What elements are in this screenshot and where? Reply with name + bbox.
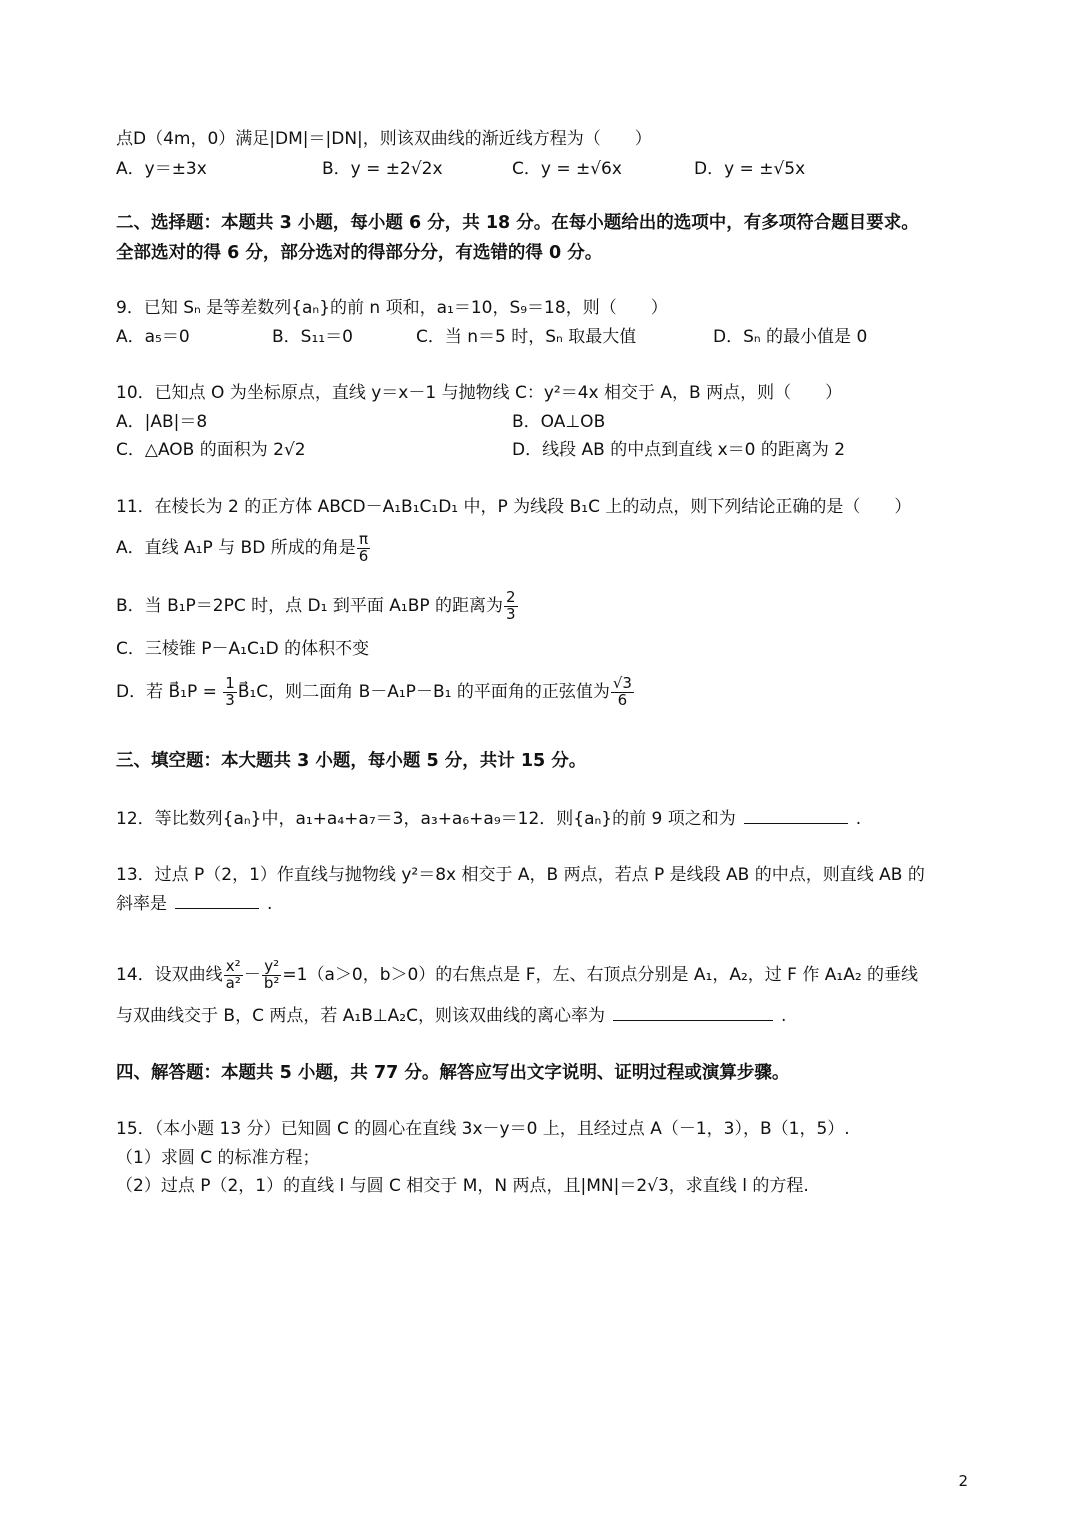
- q13-line1: 13．过点 P（2，1）作直线与抛物线 y²＝8x 相交于 A，B 两点，若点 P 是线段 AB 的中点，则直线 AB 的: [116, 865, 925, 885]
- q8-option-b: B．y = ±2√2x: [322, 159, 443, 179]
- q13-answer-blank[interactable]: [175, 892, 259, 909]
- section2-heading-line2: 全部选对的得 6 分，部分选对的得部分分，有选错的得 0 分。: [116, 243, 603, 263]
- q10-option-d: D．线段 AB 的中点到直线 x＝0 的距离为 2: [512, 440, 846, 460]
- q9-option-b: B．S₁₁＝0: [272, 327, 353, 347]
- q11-option-d-fraction: [611, 673, 634, 709]
- fraction-denominator: 3: [225, 690, 235, 709]
- q10-option-b: B．OA⊥OB: [512, 412, 606, 432]
- q8-option-a: A．y＝±3x: [116, 159, 207, 179]
- q12-answer-blank[interactable]: [744, 807, 848, 824]
- q14-fraction-x: [224, 956, 243, 992]
- q11-option-d-mid: B⃗₁C，则二面角 B－A₁P－B₁ 的平面角的正弦值为: [237, 682, 610, 702]
- q14-text: 与双曲线交于 B，C 两点，若 A₁B⊥A₂C，则该双曲线的离心率为: [116, 1006, 605, 1026]
- q11-option-a-fraction: [357, 529, 371, 565]
- fraction-numerator: 1: [225, 673, 235, 692]
- q13-end: .: [267, 894, 273, 914]
- fraction-denominator: a²: [225, 973, 241, 992]
- q14-post: =1（a＞0，b＞0）的右焦点是 F，左、右顶点分别是 A₁，A₂，过 F 作 A₁A₂ 的垂线: [282, 965, 919, 985]
- q15-line1: 15．（本小题 13 分）已知圆 C 的圆心在直线 3x－y＝0 上，且经过点 A（－1，3），B（1，5）.: [116, 1119, 850, 1139]
- section3-heading: 三、填空题：本大题共 3 小题，每小题 5 分，共计 15 分。: [116, 751, 587, 771]
- fraction-numerator: π: [357, 532, 371, 549]
- q13-line2: [116, 892, 272, 915]
- fraction-numerator: y²: [262, 959, 282, 976]
- q10-option-c: C．△AOB 的面积为 2√2: [116, 440, 306, 460]
- q10-text: 10．已知点 O 为坐标原点，直线 y＝x－1 与抛物线 C：y²＝4x 相交于 A，B 两点，则（ ）: [116, 383, 843, 403]
- q12-line: [116, 807, 861, 830]
- q11-option-b-label: B．当 B₁P＝2PC 时，点 D₁ 到平面 A₁BP 的距离为: [116, 596, 504, 616]
- q11-option-d: [116, 672, 635, 712]
- q14-fraction-y: [262, 956, 282, 992]
- fraction-denominator: 6: [617, 690, 628, 709]
- q14-line2: [116, 1004, 786, 1027]
- page-number: 2: [958, 1472, 968, 1490]
- q15-part2: （2）过点 P（2，1）的直线 l 与圆 C 相交于 M，N 两点，且|MN|＝2√3，求直线 l 的方程.: [116, 1176, 809, 1196]
- fraction-numerator: 2: [506, 587, 516, 606]
- q11-option-a: [116, 528, 371, 568]
- q8-option-c: C．y = ±√6x: [512, 159, 622, 179]
- fraction-denominator: 3: [506, 604, 516, 623]
- fraction-denominator: 6: [358, 546, 369, 565]
- q14-end: .: [780, 1006, 787, 1026]
- q14-answer-blank[interactable]: [613, 1004, 773, 1021]
- q10-option-a: A．|AB|＝8: [116, 412, 208, 432]
- q8-text: 点D（4m，0）满足|DM|＝|DN|，则该双曲线的渐近线方程为（ ）: [116, 129, 652, 149]
- q14-pre: 14．设双曲线: [116, 965, 223, 985]
- q9-option-d: D．Sₙ 的最小值是 0: [713, 327, 868, 347]
- q11-option-b: [116, 586, 519, 626]
- q8-option-d: D．y = ±√5x: [694, 159, 806, 179]
- q15-part1: （1）求圆 C 的标准方程；: [116, 1148, 320, 1168]
- q12-text: 12．等比数列{aₙ}中，a₁+a₄+a₇＝3，a₃+a₆+a₉＝12．则{aₙ}的前 9 项之和为: [116, 809, 736, 829]
- q14-minus: －: [243, 965, 261, 985]
- q12-end: .: [855, 809, 862, 829]
- q9-option-c: C．当 n＝5 时，Sₙ 取最大值: [416, 327, 637, 347]
- q13-text: 斜率是: [116, 894, 167, 914]
- q11-text: 11．在棱长为 2 的正方体 ABCD－A₁B₁C₁D₁ 中，P 为线段 B₁C 上的动点，则下列结论正确的是（ ）: [116, 497, 912, 517]
- section2-heading-line1: 二、选择题：本题共 3 小题，每小题 6 分，共 18 分。在每小题给出的选项中，有多项符合题目要求。: [116, 213, 919, 233]
- q11-option-b-fraction: [504, 587, 518, 623]
- q11-option-a-label: A．直线 A₁P 与 BD 所成的角是: [116, 538, 356, 558]
- q11-option-d-pre: D．若 B⃗₁P =: [116, 682, 223, 702]
- q11-option-d-coef-fraction: [223, 673, 237, 709]
- q14-line1: [116, 953, 918, 997]
- q9-text: 9．已知 Sₙ 是等差数列{aₙ}的前 n 项和，a₁＝10，S₉＝18，则（ ）: [116, 298, 668, 318]
- fraction-numerator: x²: [224, 959, 243, 976]
- fraction-numerator: √3: [612, 673, 632, 692]
- q11-option-c: C．三棱锥 P－A₁C₁D 的体积不变: [116, 639, 370, 659]
- fraction-denominator: b²: [263, 973, 280, 992]
- q9-option-a: A．a₅＝0: [116, 327, 190, 347]
- section4-heading: 四、解答题：本题共 5 小题，共 77 分。解答应写出文字说明、证明过程或演算步骤。: [116, 1063, 790, 1083]
